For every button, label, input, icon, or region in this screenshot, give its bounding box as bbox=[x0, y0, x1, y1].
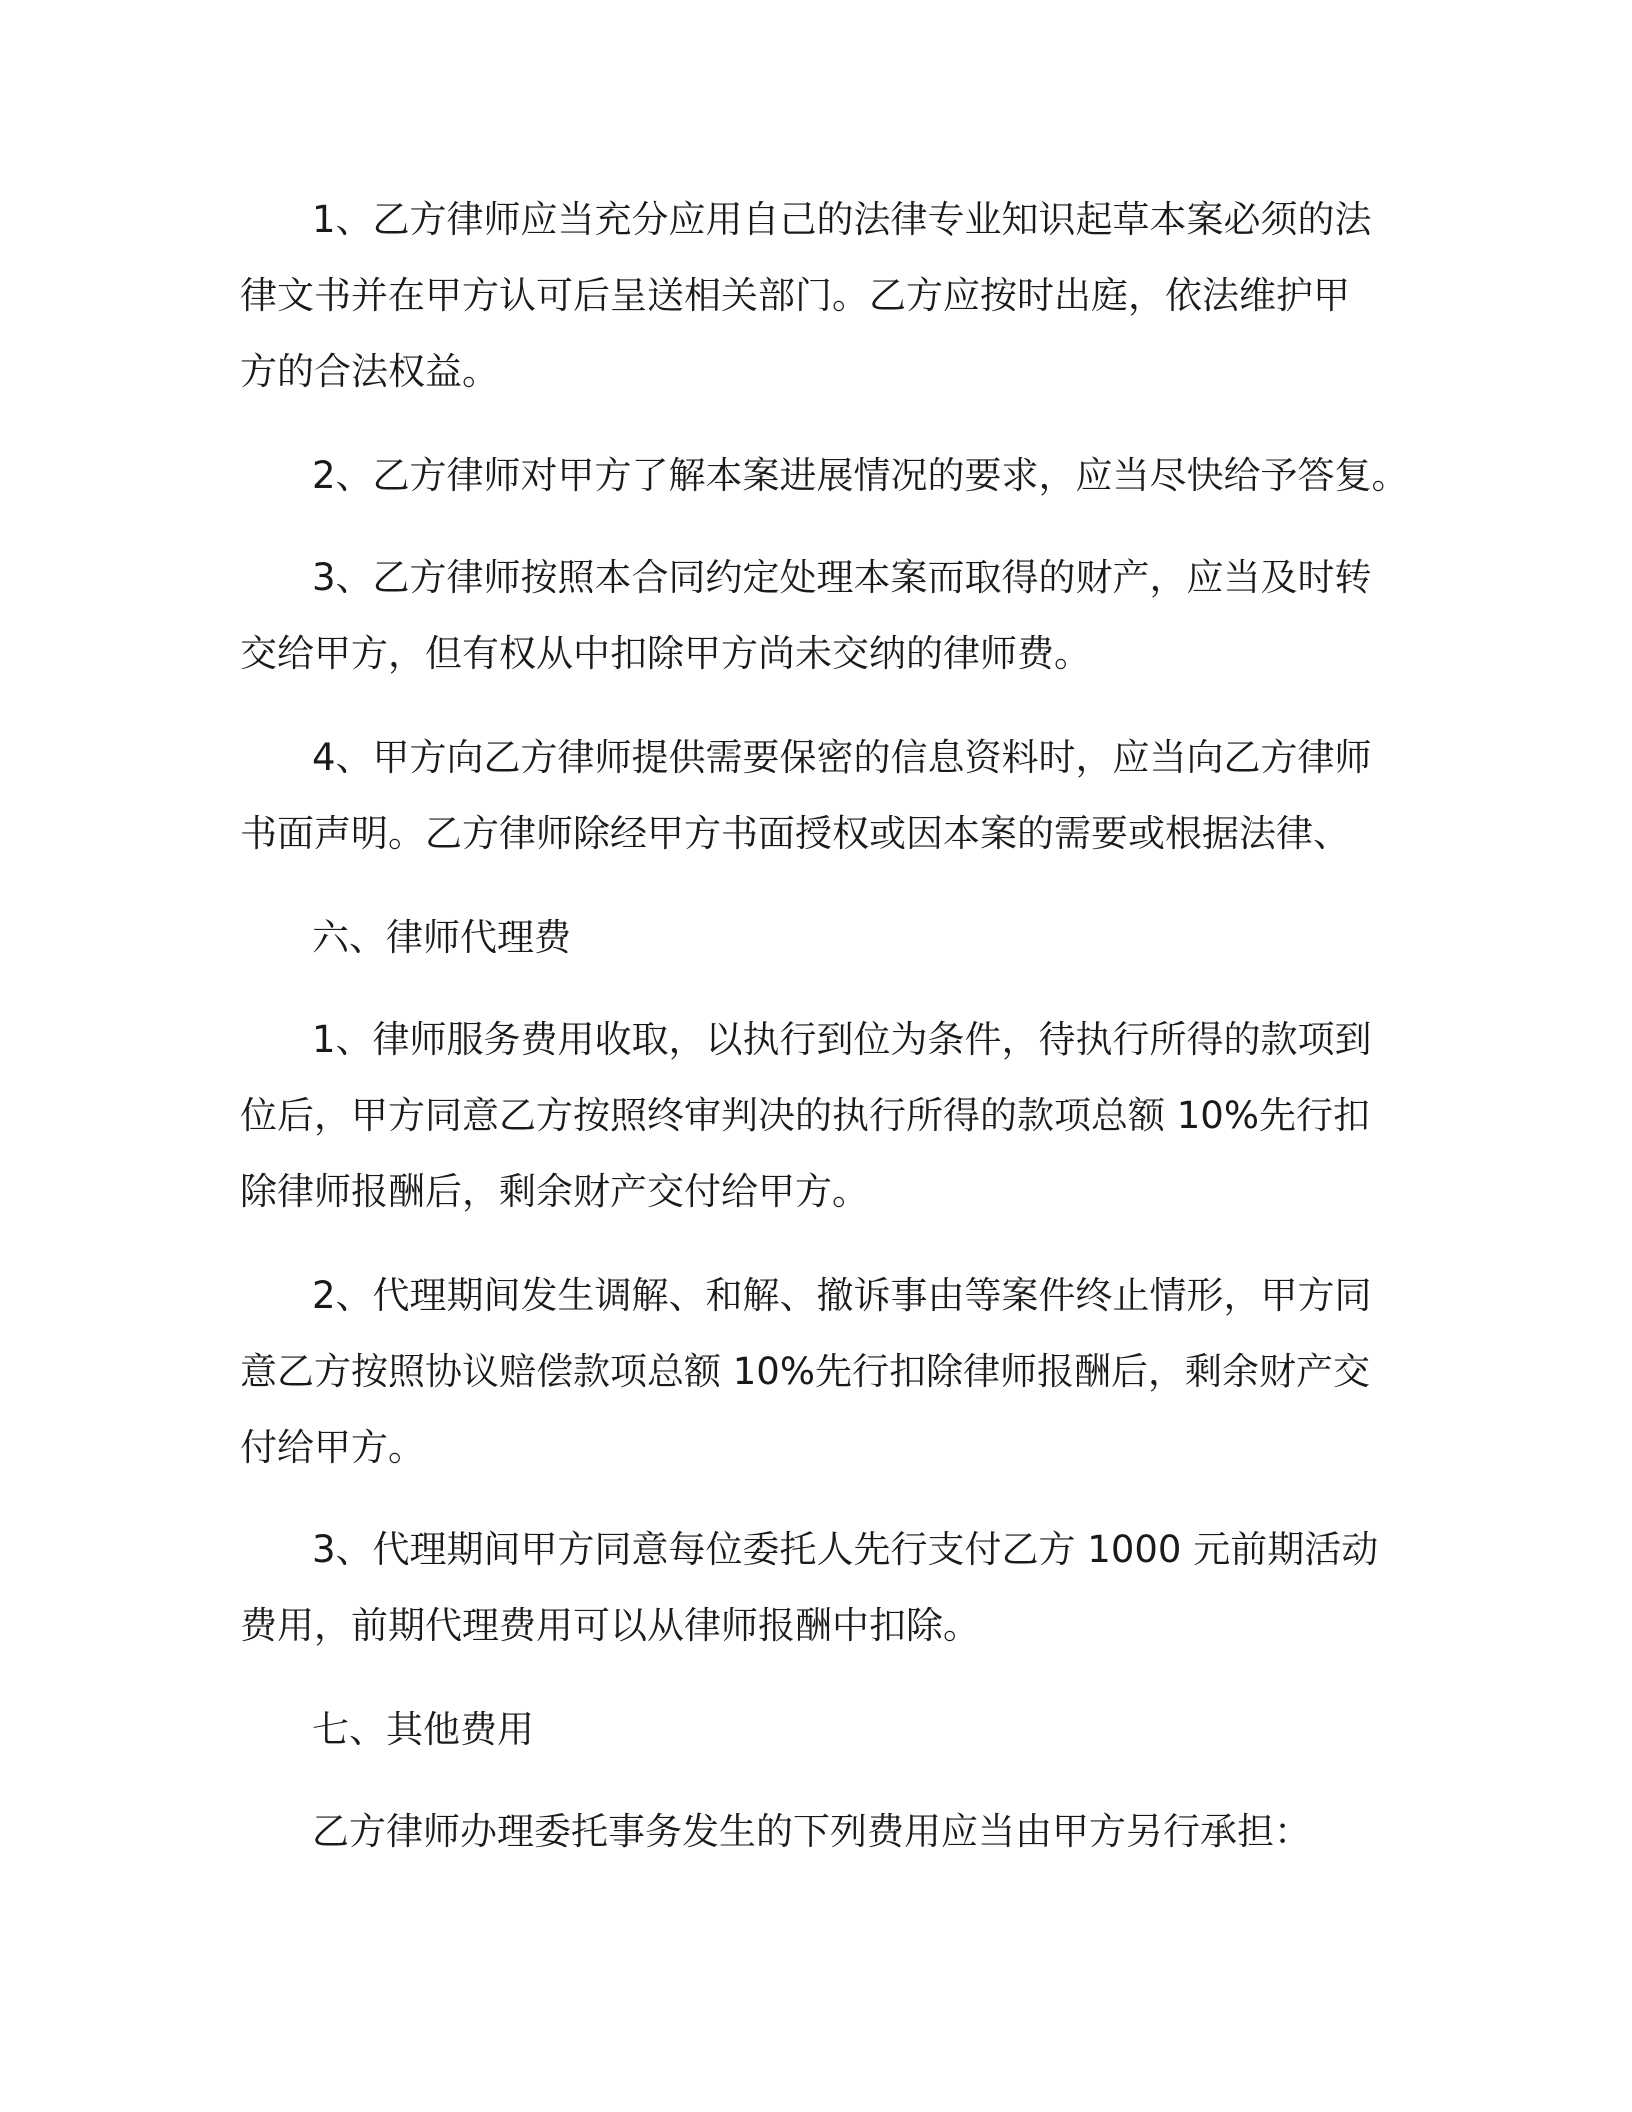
clause-5-2-line-1: 2、乙方律师对甲方了解本案进展情况的要求，应当尽快给予答复。 bbox=[312, 454, 1409, 497]
clause-6-3-line-2: 费用，前期代理费用可以从律师报酬中扣除。 bbox=[240, 1604, 980, 1647]
clause-5-1-line-2: 律文书并在甲方认可后呈送相关部门。乙方应按时出庭，依法维护甲 bbox=[240, 274, 1350, 317]
clause-5-1-line-1: 1、乙方律师应当充分应用自己的法律专业知识起草本案必须的法 bbox=[312, 198, 1372, 241]
section-heading-other-fees: 七、其他费用 bbox=[312, 1708, 534, 1751]
clause-5-3-line-1: 3、乙方律师按照本合同约定处理本案而取得的财产，应当及时转 bbox=[312, 556, 1372, 599]
clause-5-1-line-3: 方的合法权益。 bbox=[240, 350, 499, 393]
clause-5-4-line-2: 书面声明。乙方律师除经甲方书面授权或因本案的需要或根据法律、 bbox=[240, 812, 1350, 855]
clause-5-4-line-1: 4、甲方向乙方律师提供需要保密的信息资料时，应当向乙方律师 bbox=[312, 736, 1372, 779]
clause-6-1-line-1: 1、律师服务费用收取，以执行到位为条件，待执行所得的款项到 bbox=[312, 1018, 1372, 1061]
clause-5-3-line-2: 交给甲方，但有权从中扣除甲方尚未交纳的律师费。 bbox=[240, 632, 1091, 675]
other-fees-intro: 乙方律师办理委托事务发生的下列费用应当由甲方另行承担： bbox=[312, 1810, 1311, 1853]
clause-6-2-line-1: 2、代理期间发生调解、和解、撤诉事由等案件终止情形，甲方同 bbox=[312, 1274, 1372, 1317]
clause-6-2-line-3: 付给甲方。 bbox=[240, 1426, 425, 1469]
section-heading-attorney-fee: 六、律师代理费 bbox=[312, 916, 571, 959]
clause-6-3-line-1: 3、代理期间甲方同意每位委托人先行支付乙方 1000 元前期活动 bbox=[312, 1528, 1379, 1571]
clause-6-1-line-2: 位后，甲方同意乙方按照终审判决的执行所得的款项总额 10%先行扣 bbox=[240, 1094, 1370, 1137]
clause-6-2-line-2: 意乙方按照协议赔偿款项总额 10%先行扣除律师报酬后，剩余财产交 bbox=[240, 1350, 1370, 1393]
clause-6-1-line-3: 除律师报酬后，剩余财产交付给甲方。 bbox=[240, 1170, 869, 1213]
